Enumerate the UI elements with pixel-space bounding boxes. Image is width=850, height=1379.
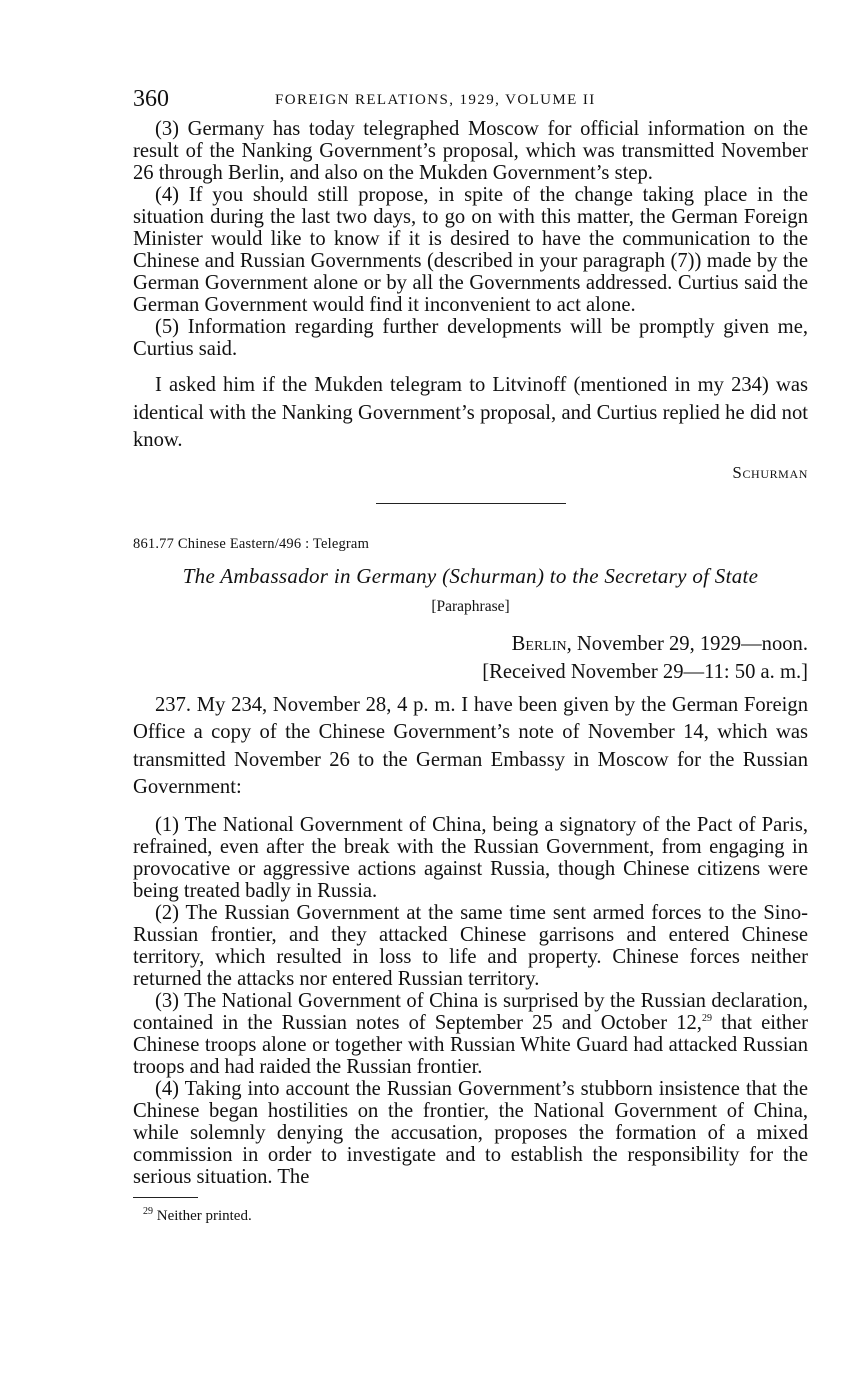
section-divider — [376, 503, 566, 504]
file-reference: 861.77 Chinese Eastern/496 : Telegram — [133, 535, 370, 552]
closing-paragraph: I asked him if the Mukden telegram to Litvinoff (mentioned in my 234) was identical with the Nanking Government’s proposal, and Curtius replied he did not know. — [133, 374, 808, 451]
footnote-rule — [133, 1197, 198, 1198]
point-2: (2) The Russian Government at the same time sent armed forces to the Sino-Russian frontier, and they attacked Chinese garrisons and entered Chinese territory, which resulted in loss to life and property. Chinese forces neither returned the attacks nor entered Russian territory. — [133, 901, 808, 990]
footnote — [143, 1205, 808, 1225]
signature: Schurman — [732, 462, 808, 482]
paraphrase-label: [Paraphrase] — [431, 597, 510, 615]
telegram-intro: 237. My 234, November 28, 4 p. m. I have been given by the German Foreign Office a copy of the Chinese Government’s note of November 14, which was transmitted November 26 to the German Embassy in Moscow for the Russian Government: — [133, 693, 808, 798]
running-head: FOREIGN RELATIONS, 1929, VOLUME II — [275, 92, 596, 108]
document-page — [133, 86, 808, 1225]
page-header — [133, 86, 808, 116]
dateline — [133, 630, 808, 686]
footnote-reference: 29 — [701, 1012, 712, 1024]
footnote-text: Neither printed. — [156, 1207, 252, 1224]
paragraph-4: (4) If you should still propose, in spite of the change taking place in the situation during the last two days, to go on with this matter, the German Foreign Minister would like to know if it is desired to have the communication to the Chinese and Russian Governments (described in your paragraph (7)) made by the German Government alone or by all the Governments addressed. Curtius said the German Government would find it inconvenient to act alone. — [133, 184, 808, 316]
footnote-number: 29 — [143, 1205, 153, 1217]
point-1: (1) The National Government of China, being a signatory of the Pact of Paris, refrained, even after the break with the Russian Government, from engaging in provocative or aggressive actions against Russia, though Chinese citizens were being treated badly in Russia. — [133, 813, 808, 902]
dateline-place: Berlin — [511, 632, 567, 655]
received-line: [Received November 29—11: 50 a. m.] — [482, 660, 808, 683]
point-3-text-a: (3) The National Government of China is surprised by the Russian declaration, contained in the Russian notes of September 25 and October 12, — [133, 989, 808, 1034]
dateline-date: , November 29, 1929—noon. — [566, 632, 808, 655]
telegram-continuation — [133, 118, 808, 483]
point-4: (4) Taking into account the Russian Government’s stubborn insistence that the Chinese began hostilities on the frontier, the National Government of China, while solemnly denying the accusation, proposes the formation of a mixed commission in order to investigate and to establish the responsibility for the serious situation. The — [133, 1077, 808, 1188]
point-3 — [133, 990, 808, 1078]
page-number: 360 — [133, 86, 169, 112]
paragraph-5: (5) Information regarding further developments will be promptly given me, Curtius said. — [133, 316, 808, 360]
point-3-text-b: that either Chinese troops alone or together with Russian White Guard had attacked Russian troops and had raided the Russian frontier. — [133, 1011, 808, 1078]
document-title: The Ambassador in Germany (Schurman) to the Secretary of State — [182, 563, 759, 588]
paragraph-3: (3) Germany has today telegraphed Moscow for official information on the result of the Nanking Government’s proposal, which was transmitted November 26 through Berlin, and also on the Mukden Government’s step. — [133, 118, 808, 184]
note-points — [133, 814, 808, 1188]
